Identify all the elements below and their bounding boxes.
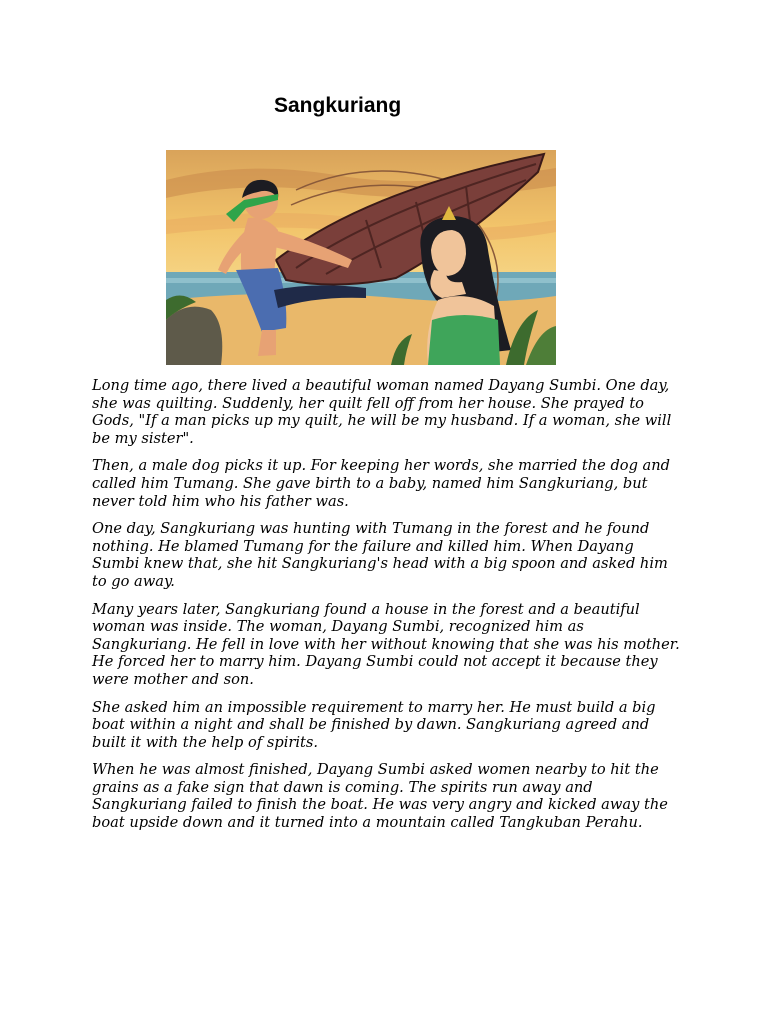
story-paragraph-5: She asked him an impossible requirement to marry her. He must build a big boat within a night and shall be finished by dawn. Sangkuriang agreed and built it with the help of spirits. xyxy=(92,698,656,751)
story-paragraph-6: When he was almost finished, Dayang Sumbi asked women nearby to hit the grains as a fake sign that dawn is coming. The spirits run away and Sangkuriang failed to finish the boat. He was very angry and kicked away the boat upside down and it turned into a mountain called Tangkuban Perahu. xyxy=(92,761,668,832)
story-paragraph-4: Many years later, Sangkuriang found a house in the forest and a beautiful woman was inside. The woman, Dayang Sumbi, recognized him as Sangkuriang. He fell in love with her without knowing that she was his mother. He forced her to marry him. Dayang Sumbi could not accept it because they were mother and son. xyxy=(92,600,680,688)
story-paragraph-2: Then, a male dog picks it up. For keeping her words, she married the dog and called him Tumang. She gave birth to a baby, named him Sangkuriang, but never told him who his father was. xyxy=(92,457,670,510)
story-text xyxy=(92,377,682,842)
story-illustration xyxy=(166,150,556,365)
story-paragraph-3: One day, Sangkuriang was hunting with Tumang in the forest and he found nothing. He blamed Tumang for the failure and killed him. When Dayang Sumbi knew that, she hit Sangkuriang's head with a big spoon and asked him to go away. xyxy=(92,520,668,590)
girl-dress xyxy=(428,315,500,365)
page-title: Sangkuriang xyxy=(274,94,402,117)
rocks xyxy=(166,307,222,365)
story-paragraph-1: Long time ago, there lived a beautiful woman named Dayang Sumbi. One day, she was quilting. Suddenly, her quilt fell off from her house. She prayed to Gods, "If a man picks up my quilt, he will be my husband. If a woman, she will be my sister". xyxy=(92,377,672,447)
